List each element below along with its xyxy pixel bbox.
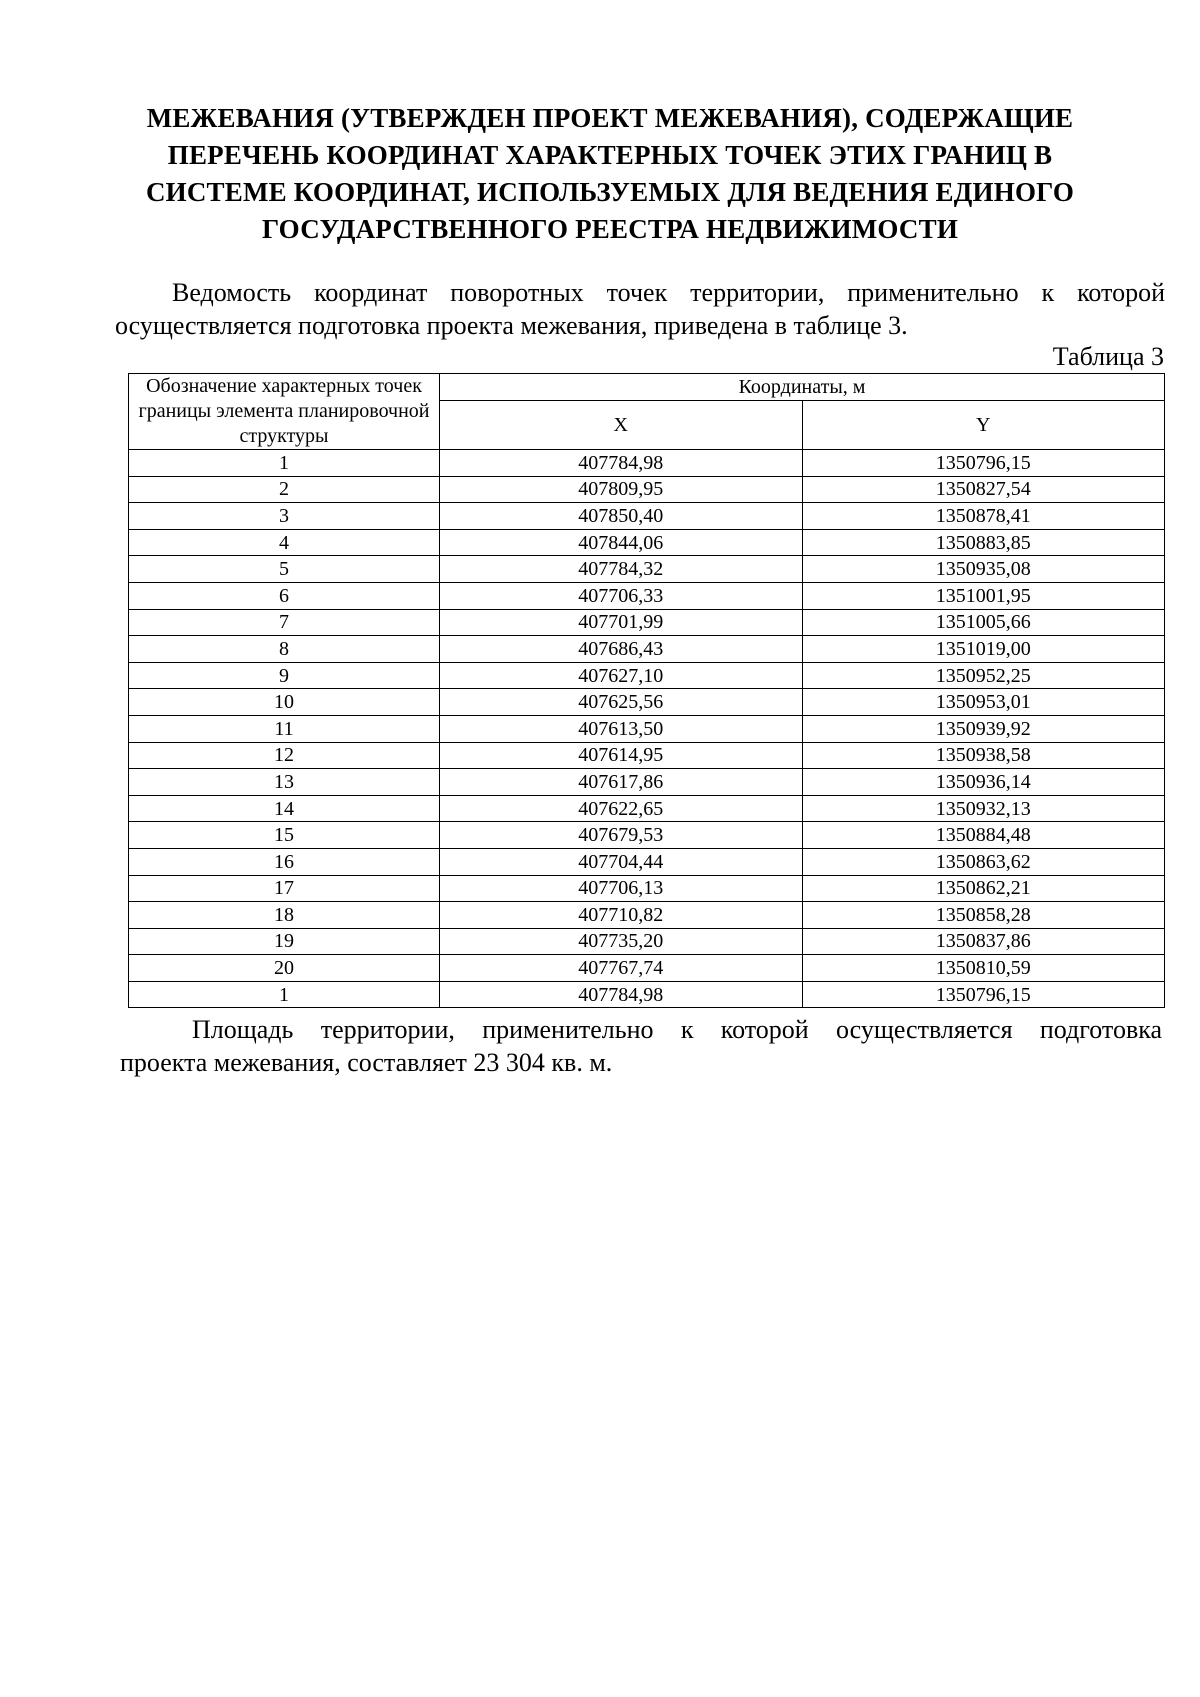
cell-point: 18 (129, 902, 440, 929)
cell-y: 1350863,62 (802, 848, 1165, 875)
table-row (129, 503, 1165, 530)
area-line-1: Площадь территории, применительно к которой осуществляется подготовка (192, 1015, 1162, 1044)
cell-x: 407706,33 (440, 582, 803, 609)
cell-y: 1351019,00 (802, 636, 1165, 663)
table-row (129, 450, 1165, 477)
table-row (129, 769, 1165, 796)
cell-point: 3 (129, 503, 440, 530)
cell-point: 12 (129, 742, 440, 769)
cell-x: 407784,98 (440, 450, 803, 477)
table-row (129, 582, 1165, 609)
cell-y: 1350827,54 (802, 476, 1165, 503)
table-row (129, 689, 1165, 716)
header-coordinates: Координаты, м (440, 374, 1165, 401)
heading-line-1: МЕЖЕВАНИЯ (УТВЕРЖДЕН ПРОЕКТ МЕЖЕВАНИЯ), СОДЕРЖАЩИЕ (146, 103, 1074, 133)
cell-point: 9 (129, 662, 440, 689)
cell-point: 14 (129, 795, 440, 822)
cell-y: 1350883,85 (802, 529, 1165, 556)
cell-y: 1350796,15 (802, 450, 1165, 477)
header-point-designation: Обозначение характерных точек границы элемента планировочной структуры (129, 374, 440, 450)
cell-y: 1351005,66 (802, 609, 1165, 636)
table-row (129, 795, 1165, 822)
table-row (129, 848, 1165, 875)
table-row (129, 556, 1165, 583)
header-x: X (440, 401, 803, 450)
cell-y: 1350810,59 (802, 955, 1165, 982)
cell-y: 1350796,15 (802, 981, 1165, 1008)
cell-y: 1350952,25 (802, 662, 1165, 689)
cell-x: 407844,06 (440, 529, 803, 556)
cell-x: 407784,98 (440, 981, 803, 1008)
cell-x: 407706,13 (440, 875, 803, 902)
cell-x: 407710,82 (440, 902, 803, 929)
cell-x: 407617,86 (440, 769, 803, 796)
cell-point: 19 (129, 928, 440, 955)
table-row (129, 742, 1165, 769)
cell-point: 2 (129, 476, 440, 503)
cell-x: 407625,56 (440, 689, 803, 716)
cell-x: 407784,32 (440, 556, 803, 583)
intro-line-1: Ведомость координат поворотных точек территории, применительно к которой (172, 278, 1165, 307)
table-row (129, 715, 1165, 742)
cell-y: 1350935,08 (802, 556, 1165, 583)
table-header-row (129, 374, 1165, 401)
cell-point: 1 (129, 450, 440, 477)
cell-point: 8 (129, 636, 440, 663)
cell-y: 1350938,58 (802, 742, 1165, 769)
table-row (129, 902, 1165, 929)
intro-paragraph (115, 276, 1165, 342)
heading-line-3: СИСТЕМЕ КООРДИНАТ, ИСПОЛЬЗУЕМЫХ ДЛЯ ВЕДЕНИЯ ЕДИНОГО (145, 177, 1075, 207)
cell-x: 407704,44 (440, 848, 803, 875)
cell-y: 1350862,21 (802, 875, 1165, 902)
cell-x: 407622,65 (440, 795, 803, 822)
table-row (129, 609, 1165, 636)
table-row (129, 636, 1165, 663)
cell-x: 407809,95 (440, 476, 803, 503)
area-line-2: проекта межевания, составляет 23 304 кв. м. (120, 1048, 613, 1077)
cell-point: 4 (129, 529, 440, 556)
table-row (129, 875, 1165, 902)
heading-line-2: ПЕРЕЧЕНЬ КООРДИНАТ ХАРАКТЕРНЫХ ТОЧЕК ЭТИХ ГРАНИЦ В (167, 140, 1053, 170)
section-heading (110, 100, 1110, 248)
cell-point: 7 (129, 609, 440, 636)
cell-x: 407850,40 (440, 503, 803, 530)
cell-x: 407679,53 (440, 822, 803, 849)
cell-x: 407701,99 (440, 609, 803, 636)
table-caption: Таблица 3 (1052, 342, 1164, 371)
cell-point: 15 (129, 822, 440, 849)
cell-y: 1350936,14 (802, 769, 1165, 796)
cell-y: 1350837,86 (802, 928, 1165, 955)
cell-y: 1350953,01 (802, 689, 1165, 716)
cell-y: 1350939,92 (802, 715, 1165, 742)
cell-point: 13 (129, 769, 440, 796)
cell-point: 1 (129, 981, 440, 1008)
cell-x: 407767,74 (440, 955, 803, 982)
table-row (129, 981, 1165, 1008)
cell-x: 407735,20 (440, 928, 803, 955)
cell-point: 10 (129, 689, 440, 716)
table-row (129, 955, 1165, 982)
cell-x: 407613,50 (440, 715, 803, 742)
cell-point: 11 (129, 715, 440, 742)
table-row (129, 928, 1165, 955)
cell-y: 1350932,13 (802, 795, 1165, 822)
cell-x: 407627,10 (440, 662, 803, 689)
header-y: Y (802, 401, 1165, 450)
cell-y: 1351001,95 (802, 582, 1165, 609)
heading-line-4: ГОСУДАРСТВЕННОГО РЕЕСТРА НЕДВИЖИМОСТИ (261, 214, 959, 244)
cell-y: 1350884,48 (802, 822, 1165, 849)
cell-point: 6 (129, 582, 440, 609)
table-row (129, 662, 1165, 689)
cell-point: 5 (129, 556, 440, 583)
cell-point: 20 (129, 955, 440, 982)
intro-line-2: осуществляется подготовка проекта межевания, приведена в таблице 3. (115, 311, 908, 340)
cell-point: 16 (129, 848, 440, 875)
coordinates-table (128, 373, 1165, 1008)
cell-x: 407686,43 (440, 636, 803, 663)
cell-point: 17 (129, 875, 440, 902)
cell-y: 1350878,41 (802, 503, 1165, 530)
table-row (129, 822, 1165, 849)
table-body (129, 450, 1165, 1008)
cell-y: 1350858,28 (802, 902, 1165, 929)
cell-x: 407614,95 (440, 742, 803, 769)
area-paragraph (120, 1013, 1162, 1079)
table-row (129, 529, 1165, 556)
table-row (129, 476, 1165, 503)
